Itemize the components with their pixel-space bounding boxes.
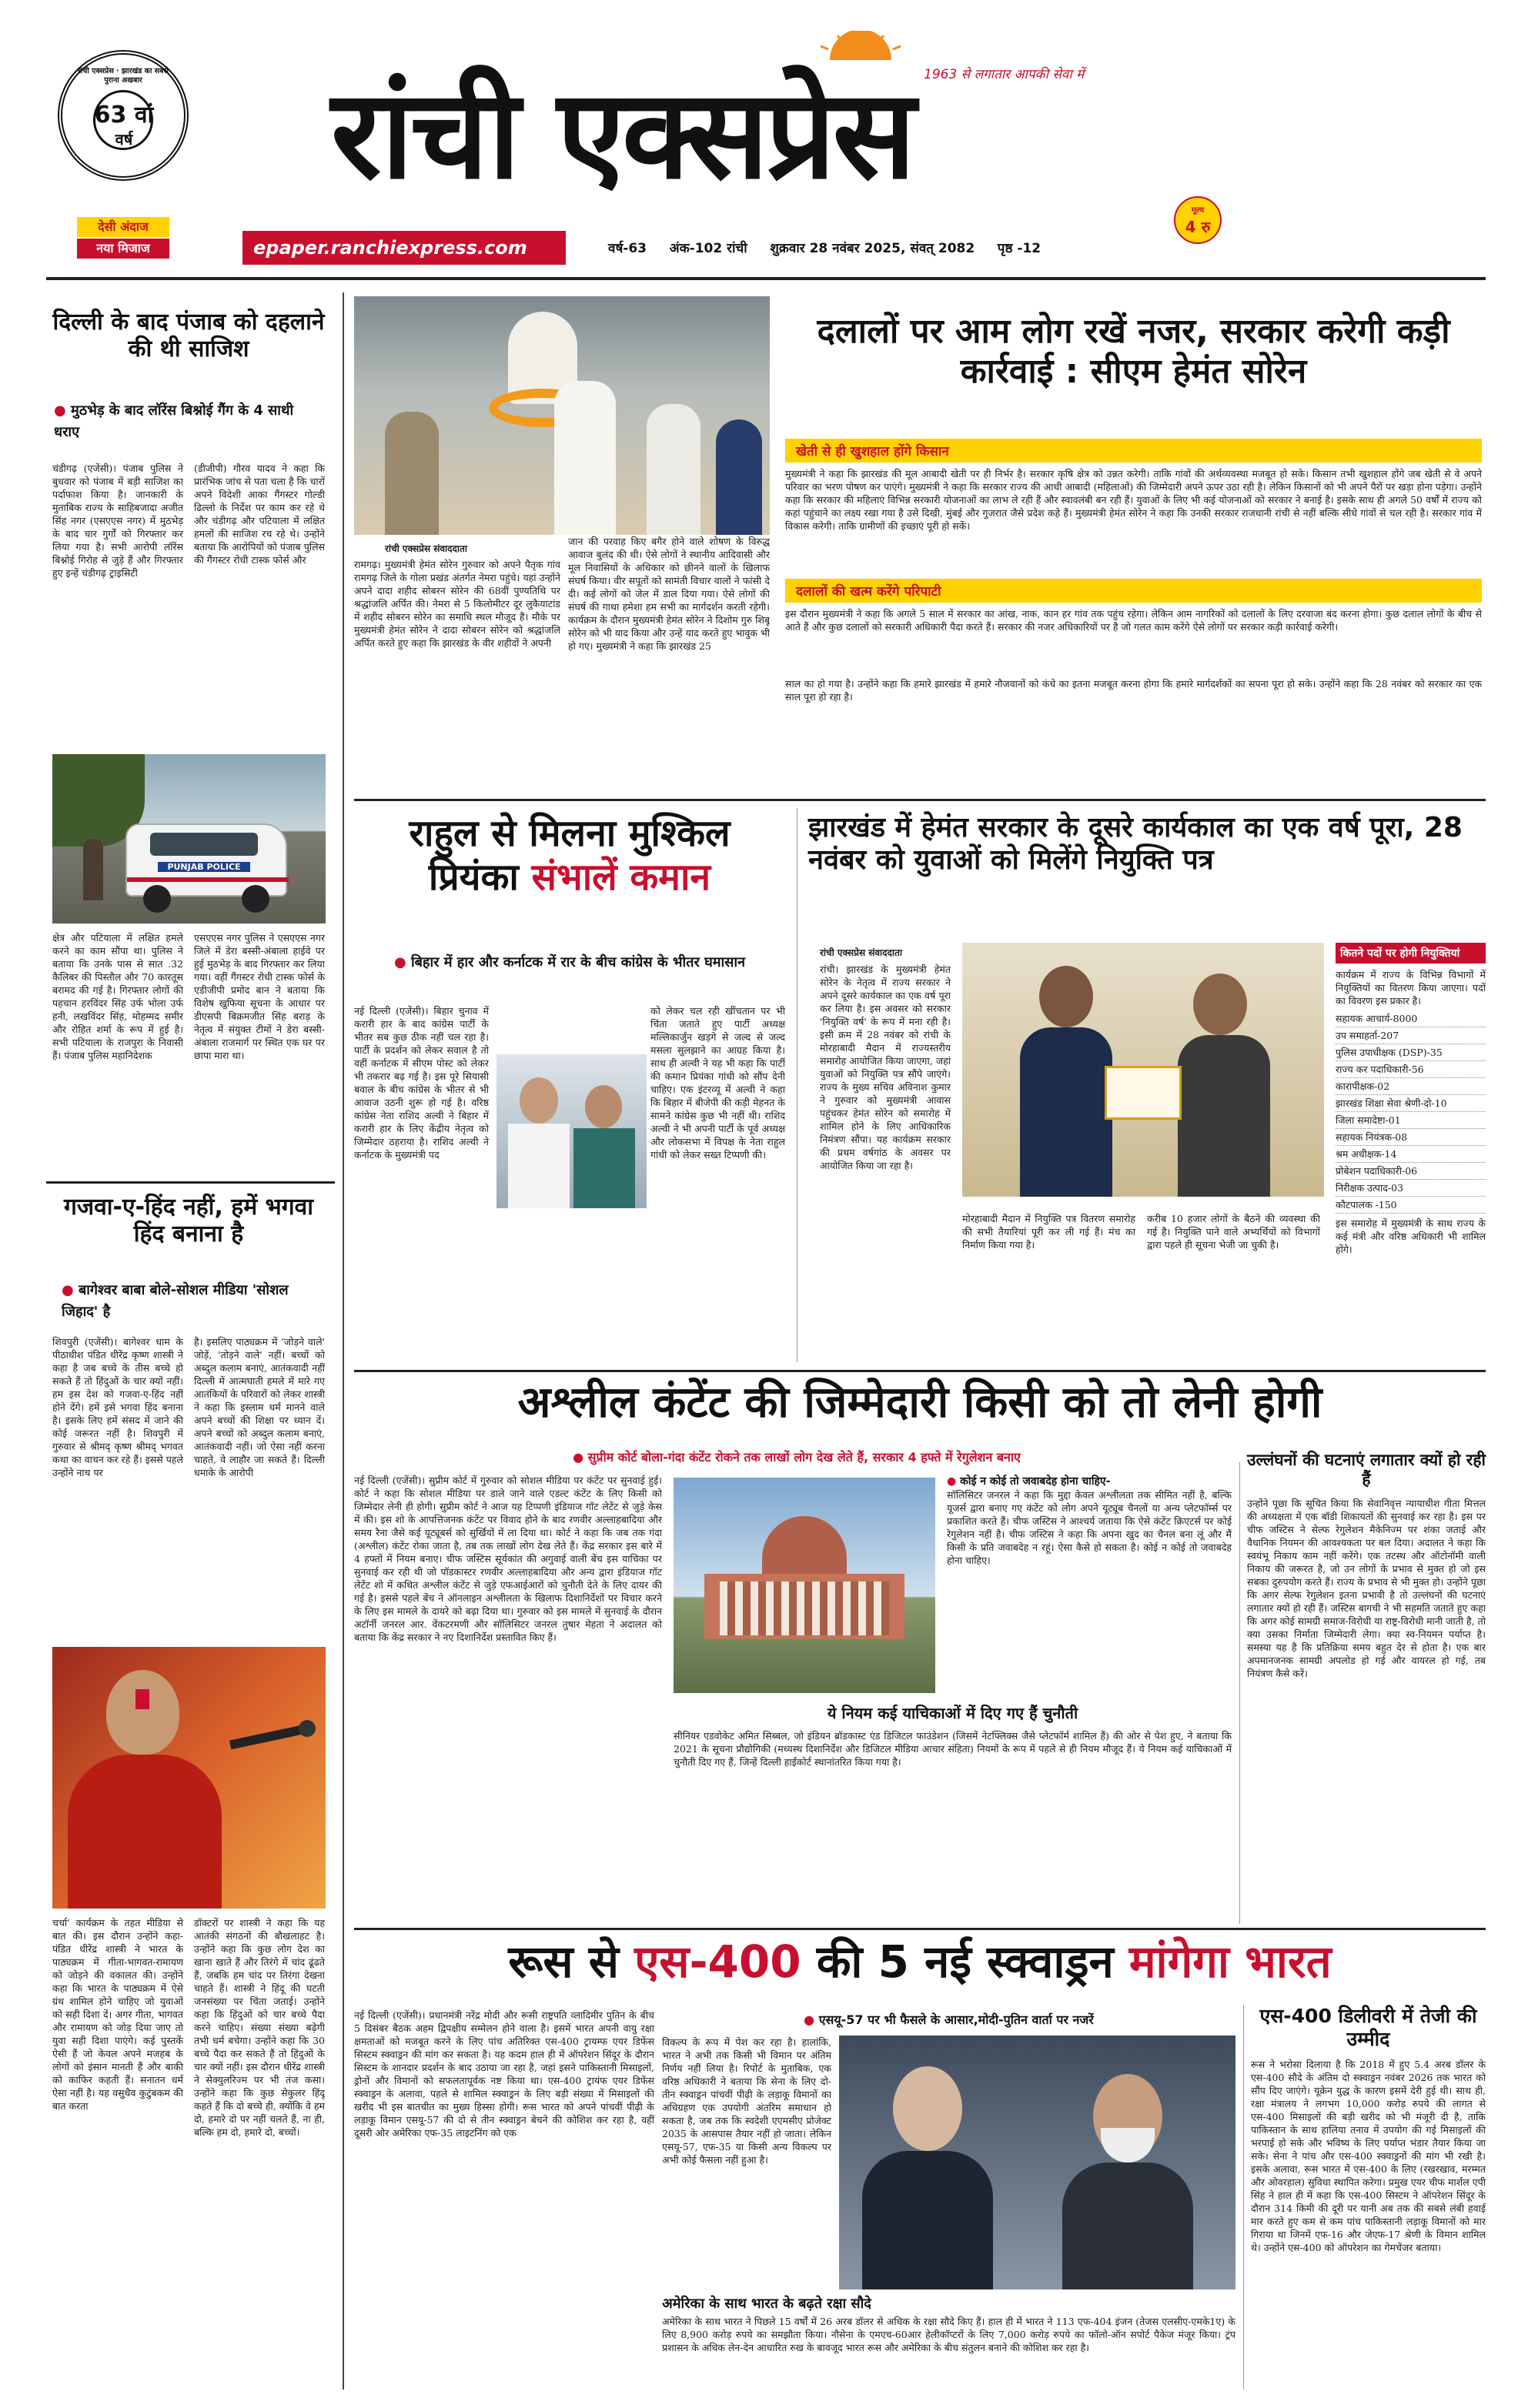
box-title: दलालों की खत्म करेंगे परिपाटी	[785, 579, 1482, 603]
person-left-head	[1039, 966, 1093, 1027]
invitation-card	[1105, 1066, 1182, 1120]
box-text: अमेरिका के साथ भारत ने पिछले 15 वर्षों में 26 अरब डॉलर से अधिक के रक्षा सौदे किए हैं। हाल ही में भारत ने 113 एफ-404 इंजन (तेजस एलसीए-एमके1ए) के लिए 8,900 करोड़ रुपये का समझौता किया। नौसेना के एमएच-60आर हेलीकॉप्टरों के लिए 7,000 करोड़ रुपये का फॉलो-ऑन सपोर्ट पैकेज मंजूर किया। ट्रंप प्रशासन के अधिक लेन-देन आधारित रुख के बावजूद भारत रूस और अमेरिका के बीच संतुलन बनाने की कोशिश कर रहा है।	[662, 2316, 1235, 2354]
headline-line-2	[354, 856, 785, 900]
sc-side-rule	[1239, 1462, 1240, 1924]
box-text: इस दौरान मुख्यमंत्री ने कहा कि अगले 5 साल में सरकार का आंख, नाक, कान हर गांव तक पहुंच रहेगा। लेकिन आम नागरिकों को दलालों के लिए दरवाजा बंद करना होगा। कुछ दलाल लोगों के बीच से आते हैं और कुछ दलालों को सरकारी अधिकारी पैदा करते हैं। सरकार की नजर अधिकारियों पर है जो गलत काम करेंगे ऐसे लोगों पर सरकार कड़ी कार्रवाई करेगी।	[785, 608, 1482, 633]
price-badge	[1174, 196, 1222, 244]
person-3	[716, 419, 762, 535]
post-item: निरीक्षक उत्पाद-03	[1336, 1180, 1486, 1197]
divider-top-story	[354, 799, 1486, 801]
headline: झारखंड में हेमंत सरकार के दूसरे कार्यकाल का एक वर्ष पूरा, 28 नवंबर को युवाओं को मिलेंगे नियुक्ति पत्र	[808, 812, 1463, 877]
left-divider-1	[46, 1181, 335, 1184]
invitation-photo	[962, 943, 1324, 1197]
person-putin-body	[862, 2151, 993, 2289]
russia-side-rule	[1243, 2005, 1244, 2390]
court-pillars	[720, 1581, 889, 1635]
post-item: श्रम अधीक्षक-14	[1336, 1146, 1486, 1163]
subheadline	[362, 1448, 1232, 1465]
subheadline-text: सुप्रीम कोर्ट बोला-गंदा कंटेंट रोकने तक लाखों लोग देख लेते हैं, सरकार 4 हफ्ते में रेगुलेशन बनाए	[587, 1450, 1021, 1465]
column-2: जान की परवाह किए बगैर होने वाले शोषण के विरुद्ध आवाज बुलंद की थी। ऐसे लोगों ने स्थानीय आदिवासी और मूल निवासियों के अधिकार को छीनने वालों के खिलाफ संघर्ष किया। वीर सपूतों को सामंती विचार वालों ने फांसी दे दी। कई लोगों को जेल में डाल दिया गया। ऐसे लोगों की संघर्ष की गाथा हमेशा हम सभी का मार्गदर्शन करती रहेगी। कार्यक्रम के दौरान मुख्यमंत्री हेमंत सोरेन ने दिशोम गुरु शिबू सोरेन को भी याद किया और उन्हें याद करते हुए भावुक भी हो गए। मुख्यमंत्री ने कहा कि झारखंड 25	[568, 536, 770, 652]
bullet-icon: ●	[62, 1282, 79, 1298]
subheadline-text: बागेश्वर बाबा बोले-सोशल मीडिया 'सोशल जिहाद' है	[62, 1282, 289, 1320]
anniversary-word: वर्ष	[115, 130, 133, 149]
side-box	[1247, 1451, 1486, 1920]
column-1: रामगढ़। मुख्यमंत्री हेमंत सोरेन गुरुवार को अपने पैतृक गांव रामगढ़ जिले के गोला प्रखंड अंतर्गत नेमरा पहुंचे। यहां उन्होंने अपने दादा शहीद सोबरन सोरेन की 68वीं पुण्यतिथि पर श्रद्धांजलि अर्पित की। नेमरा से 5 किलोमीटर दूर लुकैयाटांड में शहीद सोबरन सोरेन का समाधि स्थल मौजूद है। मौके पर मुख्यमंत्री हेमंत सोरेन ने दादा सोबरन सोरेन को श्रद्धांजलि अर्पित करते हुए कहा कि झारखंड के वीर शहीदों ने अपनी	[354, 559, 560, 649]
tribute-photo	[354, 296, 770, 535]
box-intro: कार्यक्रम में राज्य के विभिन्न विभागों में नियुक्तियों का वितरण किया जाएगा। पदों का विवरण इस प्रकार है।	[1336, 969, 1486, 1007]
box-footer: इस समारोह में मुख्यमंत्री के साथ राज्य के कई मंत्री और वरिष्ठ अधिकारी भी शामिल होंगे।	[1336, 1217, 1486, 1255]
post-item: जिला समादेष्टा-01	[1336, 1112, 1486, 1129]
price-value: 4 रु	[1185, 218, 1211, 236]
slogan-2: नया मिजाज	[77, 239, 169, 259]
rahul-story	[354, 812, 785, 1370]
anniversary-seal	[58, 50, 189, 181]
post-item: पुलिस उपाधीक्षक (DSP)-35	[1336, 1044, 1486, 1061]
person-priyanka-head	[585, 1085, 622, 1128]
bullet-text: सॉलिसिटर जनरल ने कहा कि मुद्दा केवल अश्लीलता तक सीमित नहीं है, बल्कि यूजर्स द्वारा बनाए गए कंटेंट को लोग अपने यूट्यूब चैनलों या अन्य प्लेटफॉर्म्स पर प्रकाशित करते हैं। चीफ जस्टिस ने आश्चर्य जताया कि ऐसे कंटेंट क्रिएटर्स पर कोई रेगुलेशन नहीं है। चीफ जस्टिस ने कहा कि अपना खुद का चैनल बना लूं और मैं किसी के प्रति जवाबदेह न रहूं। ऐसा कैसे हो सकता है। कोई न कोई तो जवाबदेह होना चाहिए।	[947, 1489, 1232, 1566]
price-label: मूल्य	[1191, 206, 1205, 215]
column-2: (डीजीपी) गौरव यादव ने कहा कि प्रारंभिक जांच से पता चला है कि चारों अपने विदेशी आका गैंगस्टर गोल्डी ढिल्लो के निर्देश पर काम कर रहे थे और चंडीगढ़ और पटियाला में लक्षित हमलों की साजिश रच रहे थे। उन्होंने बताया कि आरोपियों को पंजाब पुलिस की गैंगस्टर रोधी टास्क फोर्स और	[194, 463, 325, 566]
side-headline: उल्लंघनों की घटनाएं लगातार क्यों हो रही हैं	[1247, 1451, 1486, 1488]
column-2: मोरहाबादी मैदान में नियुक्ति पत्र वितरण समारोह की सभी तैयारियां पूरी कर ली गई हैं। मंच का निर्माण किया गया है।	[962, 1213, 1135, 1251]
left-column-rule	[343, 292, 344, 2390]
modi-putin-photo	[839, 2036, 1235, 2289]
person-modi-beard	[1101, 2128, 1155, 2163]
person-cm	[554, 381, 616, 535]
headline-red: संभालें कमान	[531, 855, 711, 899]
column-3: करीब 10 हजार लोगों के बैठने की व्यवस्था की गई है। नियुक्ति पाने वाले अभ्यर्थियों को विभागों द्वारा पहले ही सूचना भेजी जा चुकी है।	[1147, 1213, 1320, 1251]
bullet-title	[947, 1474, 1232, 1488]
column-1: रांची। झारखंड के मुख्यमंत्री हेमंत सोरेन के नेतृत्व में राज्य सरकार ने अपने दूसरे कार्यकाल का एक वर्ष पूरा कर लिया है। इस अवसर को सरकार 'नियुक्ति वर्ष' के रूप में मना रही है। इसी क्रम में 28 नवंबर को रांची के मोरहाबादी मैदान में राज्यस्तरीय समारोह आयोजित किया जाएगा, जहां युवाओं को नियुक्ति पत्र सौंपे जाएंगे। राज्य के मुख्य सचिव अविनाश कुमार ने गुरुवार को मुख्यमंत्री आवास पहुंचकर हेमंत सोरेन को समारोह में शामिल होने के लिए आधिकारिक निमंत्रण सौंपा। यह कार्यक्रम सरकार की प्रथम वर्षगांठ के अवसर पर आयोजित किया जा रहा है।	[820, 964, 951, 1171]
post-item: उप समाहर्ता-207	[1336, 1027, 1486, 1044]
bullet-icon: ●	[54, 402, 71, 419]
police-car-photo	[52, 754, 326, 923]
side-text: उन्होंने पूछा कि सूचित किया कि सेवानिवृत्त न्यायाधीश गीता मित्तल की अध्यक्षता में एक बॉडी शिकायतों की सुनवाई कर रहा है। इस पर चीफ जस्टिस ने सेल्फ रेगुलेशन मैकेनिज्म पर शंका जताई और वैधानिक नियमन की आवश्यकता पर बल दिया। अदालत ने कहा कि स्वयंभू निकाय काम नहीं करेंगे। एक तटस्थ और ऑटोनॉमी वाली निकाय की जरूरत है, जो उन लोगों के प्रभाव से मुक्त हो जो इस सबका दुरुपयोग करते हैं। राज्य के प्रभाव से भी मुक्त हो। उन्होंने पूछा कि अगर सेल्फ रेगुलेशन इतना प्रभावी है तो उल्लंघनों की घटनाएं लगातार क्यों हो रही हैं। जस्टिस बागची ने भी सहमति जताते हुए कहा कि अगर कोई सामग्री समाज-विरोधी या राष्ट्र-विरोधी मानी जाती है, तो क्या उसका निर्माता जिम्मेदारी लेगा। क्या स्व-नियमन पर्याप्त है। समस्या यह है कि प्रतिक्रिया समय बहुत देर से होता है। एक बार अपमानजनक सामग्री अपलोड हो गई और वायरल हो गई, तब नियंत्रण कैसे करें।	[1247, 1497, 1486, 1679]
post-item: सहायक नियंत्रक-08	[1336, 1129, 1486, 1146]
police-car	[125, 823, 287, 897]
box-farmers	[785, 439, 1482, 569]
person-putin-head	[893, 2066, 962, 2151]
headline: अश्लील कंटेंट की जिम्मेदारी किसी को तो लेनी होगी	[517, 1378, 1322, 1428]
headline-part-1: रूस से	[508, 1935, 619, 1988]
headline	[354, 1935, 1486, 1988]
subheadline-text: बिहार में हार और कर्नाटक में रार के बीच कांग्रेस के भीतर घमासान	[410, 954, 745, 970]
headline-black: प्रियंका	[428, 855, 519, 899]
person-right-head	[1193, 974, 1247, 1035]
bullet-title-text: कोई न कोई तो जवाबदेह होना चाहिए-	[960, 1475, 1111, 1488]
subheadline	[369, 952, 770, 974]
anniversary-number: 63 वां	[94, 102, 154, 129]
column-1: चंडीगढ़ (एजेंसी)। पंजाब पुलिस ने बुधवार को पंजाब में बड़ी साजिश का पर्दाफाश किया है। जानकारी के मुताबिक राज्य के साहिबजादा अजीत सिंह नगर (एसएएस नगर) में मुठभेड़ के बाद चार गुर्गों को गिरफ्तार कर लिया गया है। सभी आरोपी लॉरेंस बिश्नोई गिरोह से जुड़े हैं और गिरफ्तार हुए इन्हें चंडीगढ़ ट्राइसिटी	[52, 463, 183, 579]
column-1: नई दिल्ली (एजेंसी)। बिहार चुनाव में करारी हार के बाद कांग्रेस पार्टी के भीतर सब कुछ ठीक नहीं चल रहा है। पार्टी के प्रदर्शन को लेकर सवाल है तो वहीं कर्नाटक में सीएम पोस्ट को लेकर भी तकरार बढ़ गई है। इस पूरे सियासी बवाल के बीच कांग्रेस के भीतर से भी आवाज उठनी शुरू हो गई है। वरिष्ठ कांग्रेस नेता राशिद अल्वी ने बिहार में करारी हार के लिए केंद्रीय नेतृत्व को जिम्मेदार ठहराया है। राशिद अल्वी ने कर्नाटक के मुख्यमंत्री पद	[354, 1005, 489, 1161]
side-headline: एस-400 डिलीवरी में तेजी की उम्मीद	[1259, 2005, 1477, 2050]
russia-story	[354, 1935, 1486, 2393]
headline-part-4: मांगेगा भारत	[1128, 1935, 1332, 1988]
headline: दलालों पर आम लोग रखें नजर, सरकार करेगी कड़ी कार्रवाई : सीएम हेमंत सोरेन	[817, 312, 1450, 391]
caption-text: सीनियर एडवोकेट अमित सिब्बल, जो इंडियन ब्रॉडकास्ट एंड डिजिटल फाउंडेशन (जिसमें नेटफ्लिक्स जैसे प्लेटफॉर्म शामिल हैं) की ओर से पेश हुए, ने बताया कि 2021 के सूचना प्रौद्योगिकी (मध्यस्थ दिशानिर्देश और डिजिटल मीडिया आचार संहिता) नियमों के रूप में पहले से ही नियम मौजूद हैं। ये नियम कई याचिकाओं में चुनौती दिए गए हैं, जिन्हें दिल्ली हाईकोर्ट स्थानांतरित किया गया है।	[674, 1729, 1232, 1768]
masthead	[0, 0, 1528, 292]
jharkhand-story	[808, 812, 1486, 1370]
subheadline	[62, 1280, 323, 1323]
column-1: शिवपुरी (एजेंसी)। बागेश्वर धाम के पीठाधीश पंडित धीरेंद्र कृष्ण शास्त्री ने कहा है जब बच्चे के तीस बच्चे हो सकते हैं तो हिंदुओं के चार क्यों नहीं। हम इस देश को गजवा-ए-हिंद नहीं होने देंगे। हमें इसे भगवा हिंद बनाना है। इसके लिए हमें संसद में जाने की कोई जरूरत नहीं है। शिवपुरी में गुरुवार से श्रीमद् कृष्ण श्रीमद् भगवत कथा का वाचन कर रहे हैं। इससे पहले उन्होंने नाच पर	[52, 1336, 183, 1478]
mic-head	[299, 1720, 316, 1737]
post-item: राज्य कर पदाधिकारी-56	[1336, 1061, 1486, 1078]
rahul-priyanka-photo	[497, 1054, 647, 1208]
website-link[interactable]: epaper.ranchiexpress.com	[242, 231, 566, 265]
column-1: नई दिल्ली (एजेंसी)। प्रधानमंत्री नरेंद्र मोदी और रूसी राष्ट्रपति व्लादिमीर पुतिन के बीच 5 दिसंबर बैठक अहम द्विपक्षीय सम्मेलन होने वाला है। इसमें भारत अपनी वायु रक्षा क्षमताओं को मजबूत करने के लिए पांच अतिरिक्त एस-400 ट्रायम्फ एयर डिफेंस सिस्टम स्क्वाड्रन की मांग कर सकता है। यह कदम हाल ही में ऑपरेशन सिंदूर के दौरान सिस्टम के शानदार प्रदर्शन के बाद उठाया जा रहा है, जहां इसने पाकिस्तानी मिसाइलों, ड्रोनों और विमानों को सफलतापूर्वक नष्ट किया था। एस-400 ट्रायंफ एयर डिफेंस स्क्वाड्रन के अलावा, पहले से शामिल स्क्वाड्रन के लिए बड़ी संख्या में मिसाइलों की खरीद भी इस बातचीत का मुख्य हिस्सा होगी। रूस भारत को अपने पांचवीं पीढ़ी के लड़ाकू विमान एसयू-57 की दो से तीन स्क्वाड्रन बेचने की कोशिश कर रहा है, वहीं दूसरी ओर अमेरिका एफ-35 लाइटनिंग को एक	[354, 2009, 654, 2139]
post-item: कौटपालक -150	[1336, 1197, 1486, 1214]
column-3: क्षेत्र और पटियाला में लक्षित हमले करने का काम सौंपा था। पुलिस ने बताया कि उनके पास से सात .32 कैलिबर की पिस्तौल और 70 कारतूस बरामद की गई है। गिरफ्तार लोगों की पहचान हरविंदर सिंह उर्फ भोला उर्फ हनी, लखविंदर सिंह, मोहम्मद समीर और रोहित शर्मा के रूप में हुई है। सभी पटियाला के राजपुरा के निवासी हैं। पंजाब पुलिस महानिदेशक	[52, 932, 183, 1061]
tilak-mark	[135, 1689, 149, 1709]
bageshwar-photo	[52, 1647, 326, 1909]
column-2: को लेकर चल रही खींचतान पर भी चिंता जताते हुए पार्टी अध्यक्ष मल्लिकार्जुन खड़गे से जल्द से जल्द मसला सुलझाने का आग्रह किया है। साथ ही अल्वी ने यह भी कहा कि पार्टी की कमान प्रियंका गांधी को सौंप देनी चाहिए। एक इंटरव्यू में अल्वी ने कहा कि बिहार में बीजेपी की कड़ी मेहनत के सामने कांग्रेस कुछ भी नहीं थी। राशिद अल्वी ने भी अपनी पार्टी के पूर्व अध्यक्ष और लोकसभा में विपक्ष के नेता राहुल गांधी को लेकर सख्त टिप्पणी की।	[650, 1005, 785, 1161]
post-item: प्रोबेशन पदाधिकारी-06	[1336, 1163, 1486, 1180]
caption-box	[674, 1705, 1232, 1920]
sun-logo	[814, 31, 907, 62]
person-rahul-body	[508, 1124, 570, 1208]
person-left-body	[1020, 1027, 1112, 1197]
box-text: मुख्यमंत्री ने कहा कि झारखंड की मूल आबादी खेती पर ही निर्भर है। सरकार कृषि क्षेत्र को उन्नत करेगी। ताकि गांवों की अर्थव्यवस्था मजबूत हो सके। किसान तभी खुशहाल होंगे जब खेती से वे अपने परिवार का भरण पोषण कर पाएंगे। मुख्यमंत्री ने कहा कि सरकार राज्य की आधी आबादी (महिलाओं) की जिम्मेदारी अपने ऊपर उठा रही है। लेकिन किसानों को भी अपने पैरों पर खड़ा होना पड़ेगा। उन्होंने कहा कि सरकार की महिलाएं विभिन्न सरकारी योजनाओं का लाभ ले रही हैं और स्वावलंबी बन रही हैं। युवाओं के लिए भी कई योजनाओं को सरकार ने बनाई है। इसके साथ ही अगले 50 वर्षों में राज्य को कहां पहुंचाने का लक्ष्य रखा गया है उसे दिखी, मुंबई और गुजरात जैसे प्रदेश कहे हैं। मुख्यमंत्री हेमंत सोरेन ने कहा कि उनकी सरकार राजधानी रांची से नहीं बल्कि सीधे गांवों से चल रही है। सरकार गांव में विकास करेगी। ताकि ग्रामीणों की इच्छाएं पूरी हो सकें।	[785, 468, 1482, 532]
masthead-rule	[46, 277, 1486, 280]
column-2: है। इसलिए पाठ्यक्रम में 'जोड़ने वाले' जोड़ें, 'तोड़ने वाले' नहीं। बच्चों को अब्दुल कलाम बनाएं, आतंकवादी नहीं दिल्ली में आत्मघाती हमले में मारे गए आतंकियों के परिवारों को लेकर शास्त्री ने कहा कि इस्लाम धर्म मानने वाले अपने बच्चों की शिक्षा पर ध्यान दें। अपने बच्चों को अब्दुल कलाम बनाएं, आतंकवादी नहीं। जो ऐसा नहीं करना चाहते, वे लाहौर जा सकते हैं। दिल्ली धमाके के आरोपी	[194, 1336, 325, 1478]
byline: रांची एक्सप्रेस संवाददाता	[385, 543, 467, 554]
headline: दिल्ली के बाद पंजाब को दहलाने की थी साजिश	[52, 309, 325, 363]
person-right-body	[1178, 1035, 1270, 1197]
post-item: झारखंड शिक्षा सेवा श्रेणी-दो-10	[1336, 1095, 1486, 1112]
sc-story	[354, 1378, 1486, 1928]
supreme-court-photo	[674, 1478, 935, 1693]
left-story-punjab	[46, 304, 331, 1174]
bullet-icon: ●	[804, 2012, 819, 2027]
bottom-text: साल का हो गया है। उन्होंने कहा कि हमारे झारखंड में हमारे नौजवानों को कंधे का इतना मजबूत करना होगा कि हमारे मार्गदर्शकों का सपना पूरा हो सके। उन्होंने कहा कि 28 नवंबर को सरकार का एक साल पूरा हो रहा है।	[785, 678, 1482, 703]
headline-part-2: एस-400	[634, 1935, 801, 1988]
post-item: कारापीक्षक-02	[1336, 1078, 1486, 1095]
headline-part-3: की 5 नई स्क्वाड्रन	[816, 1935, 1114, 1988]
posts-list	[1336, 1010, 1486, 1214]
bullet-point	[947, 1474, 1232, 1705]
column-3: चर्चा' कार्यक्रम के तहत मीडिया से बात की। इस दौरान उन्होंने कहा- पंडित धीरेंद्र शास्त्री ने भारत के पाठ्यक्रम में गीता-भागवत-रामायण को जोड़ने की वकालत की। उन्होंने कहा कि भारत के पाठ्यक्रम में ऐसे ग्रंथ शामिल होने चाहिए जो युवाओं को सही दिशा दें। अगर गीता, भागवत और रामायण को जोड़ दिया जाए तो युवा सही दिशा पाएंगे। कई पुस्तकें ऐसी हैं जो केवल अपने मजहब के लोगों को इंसान मानती हैं और बाकी को काफिर कहती हैं। सनातन धर्म ऐसा नहीं है। यह वसुधैव कुटुंबकम की बात करता	[52, 1917, 183, 2112]
bullet-icon: ●	[394, 954, 411, 970]
defense-deals-box	[662, 2296, 1235, 2392]
court-dome	[762, 1516, 847, 1578]
box-title: कितने पदों पर होगी नियुक्तियां	[1336, 943, 1486, 964]
wheel-right	[242, 885, 269, 913]
caption-title: ये नियम कई याचिकाओं में दिए गए हैं चुनौती	[827, 1704, 1078, 1722]
masthead-tagline: 1963 से लगातार आपकी सेवा में	[924, 67, 1085, 82]
subheadline-text: एसयू-57 पर भी फैसले के आसार,मोदी-पुतिन वार्ता पर नजरें	[818, 2012, 1094, 2027]
wheel-left	[143, 885, 171, 913]
box-title: खेती से ही खुशहाल होंगे किसान	[785, 439, 1482, 463]
subheadline	[662, 2011, 1235, 2028]
issue-meta	[608, 239, 1193, 256]
person-head	[106, 1670, 179, 1755]
box-title: अमेरिका के साथ भारत के बढ़ते रक्षा सौदे	[662, 2296, 871, 2312]
posts-box	[1336, 943, 1486, 1362]
left-story-bageshwar	[46, 1189, 331, 2390]
side-box	[1251, 2005, 1486, 2393]
headline-line-1: राहुल से मिलना मुश्किल	[409, 812, 731, 855]
byline: रांची एक्सप्रेस संवाददाता	[820, 947, 902, 958]
divider-sc	[354, 1928, 1486, 1930]
top-story	[354, 292, 1486, 800]
subheadline-text: मुठभेड़ के बाद लॉरेंस बिश्नोई गैंग के 4 साथी धराए	[54, 402, 294, 440]
divider-middle	[354, 1370, 1486, 1372]
person-rahul-head	[520, 1077, 558, 1124]
volume: वर्ष-63	[608, 241, 647, 256]
column-2: विकल्प के रूप में पेश कर रहा है। हालांकि, भारत ने अभी तक किसी भी विमान पर अंतिम निर्णय नहीं लिया है। रिपोर्ट के मुताबिक, एक वरिष्ठ अधिकारी ने बताया कि सेना के लिए दो-तीन स्क्वाड्रन पांचवीं पीढ़ी के लड़ाकू विमानों का अधिग्रहण एक उपयोगी अंतरिम समाधान हो सकता है, जब तक कि स्वदेशी एएमसीए प्रोजेक्ट 2035 के आसपास तैयार नहीं हो जाता। लेकिन एसयू-57, एफ-35 या किसी अन्य विकल्प पर अभी कोई फैसला नहीं हुआ है।	[662, 2036, 831, 2166]
car-window	[150, 833, 258, 856]
slogan-1: देसी अंदाज	[77, 217, 169, 237]
issue-date: शुक्रवार 28 नवंबर 2025, संवत् 2082	[770, 241, 975, 256]
column-4: डॉक्टरों पर शास्त्री ने कहा कि यह आतंकी संगठनों की बौखलाहट है। उन्होंने कहा कि कुछ लोग देश का खाना खाते हैं और तिरंगे में चांद ढूंढते हैं, जबकि हम चांद पर तिरंगा देखना चाहते हैं। शास्त्री ने हिंदू की घटती जनसंख्या पर चिंता जताई। उन्होंने कहा कि हिंदुओं को चार बच्चे पैदा करने चाहिए। संख्या संख्या बढ़ेगी तभी धर्म बचेगा। उन्होंने कहा कि 30 बच्चे पैदा कर सकते हैं तो हिंदुओं के चार क्यों नहीं। इस दौरान धीरेंद्र शास्त्री ने सेक्युलरिज्म पर भी तंज कसा। उन्होंने कहा कि कुछ सेकुलर हिंदू कहते हैं कि दो बच्चे ही, क्योंकि वे हम दो, हमारे दो पर नहीं चलते हैं, ना ही, बल्कि हम दो, हमारे दो, बच्चों।	[194, 1917, 325, 2138]
policeman	[83, 839, 103, 900]
headline: गजवा-ए-हिंद नहीं, हमें भगवा हिंद बनाना है	[63, 1194, 314, 1248]
subheadline	[54, 400, 323, 443]
page-count: पृष्ठ -12	[997, 241, 1042, 256]
masthead-title: रांची एक्सप्रेस	[331, 62, 913, 206]
person-4	[385, 412, 439, 535]
car-stripe	[127, 877, 289, 882]
person-body	[68, 1755, 222, 1909]
car-label: PUNJAB POLICE	[158, 862, 250, 872]
person-modi-body	[1062, 2163, 1193, 2289]
seal-ring-text: रांची एक्सप्रेस · झारखंड का सबसे पुराना अखबार	[77, 67, 169, 85]
bullet-icon: ●	[947, 1475, 961, 1488]
person-priyanka-body	[573, 1128, 635, 1208]
column-1: नई दिल्ली (एजेंसी)। सुप्रीम कोर्ट में गुरुवार को सोशल मीडिया पर कंटेंट पर सुनवाई हुई। कोर्ट ने कहा कि सोशल मीडिया पर डाले जाने वाले एडल्ट कंटेंट के लिए किसी को जिम्मेदार लेनी ही होगी। सुप्रीम कोर्ट ने आज यह टिप्पणी इंडियाज गॉट लेटेंट से जुड़े केस में की। इस शो के आपत्तिजनक कंटेंट पर विवाद होने के बाद रणवीर अल्लाहबादिया और समय रैना जैसे कई यूट्यूबर्स को सुर्खियों में ला दिया था। कोर्ट ने कहा कि जब तक गंदा (अश्लील) कंटेंट रोका जाता है, तब तक लाखों लोग देख लेते हैं। केंद्र सरकार इस बारे में 4 हफ्तों में नियम बनाए। चीफ जस्टिस सूर्यकांत की अगुवाई वाली बेंच इस याचिका पर सुनवाई कर रही थी जो पॉडकास्टर रणवीर अल्लाहबादिया और अन्य द्वारा इंडियाज गॉट लेटेंट शो में कथित अश्लील कंटेंट से जुड़े एफआईआरों को चुनौती देते के लिए दायर की गई है। इससे पहले बेंच ने ऑनलाइन अश्लीलता के खिलाफ दिशानिर्देशों पर विचार करने के लिए इस मामले के दायरे को बढ़ा दिया था। गुरुवार को इस मामले में सुनवाई के दौरान अटॉर्नी जनरल आर. वेंकटरमणी और सॉलिसिटर जनरल तुषार मेहता ने अदालत को बताया कि केंद्र सरकार ने नए दिशानिर्देश प्रस्तावित किए हैं।	[354, 1475, 662, 1643]
person-2	[647, 404, 700, 535]
box-brokers	[785, 579, 1482, 667]
bullet-icon: ●	[573, 1450, 588, 1465]
column-4: एसएएस नगर पुलिस ने एसएएस नगर जिले में डेरा बस्सी-अंबाला हाईवे पर हुई मुठभेड़ के बाद गिरफ्तार कर लिया गया। वहीं गैंगस्टर रोधी टास्क फोर्स के एडीजीपी प्रमोद बान ने बताया कि विशेष खुफिया सूचना के आधार पर डीएसपी बिक्रमजीत सिंह बराड़ के नेतृत्व में संयुक्त टीमों ने डेरा बस्सी-अंबाला राजमार्ग पर स्थित एक घर पर छापा मारा था।	[194, 932, 325, 1061]
side-text: रूस ने भरोसा दिलाया है कि 2018 में हुए 5.4 अरब डॉलर के एस-400 सौदे के अंतिम दो स्क्वाड्रन नवंबर 2026 तक भारत को सौंप दिए जाएंगे। यूक्रेन युद्ध के कारण इसमें देरी हुई थी। साथ ही, रक्षा मंत्रालय ने लगभग 10,000 करोड़ रुपये की लागत से एस-400 मिसाइलों की बड़ी खरीद को भी मंजूरी दी है, ताकि पाकिस्तान के साथ हालिया तनाव में उपयोग की गई मिसाइलों की भरपाई हो सके और भविष्य के लिए पर्याप्त भंडार तैयार किया जा सके। सेना ने पांच और एस-400 स्क्वाड्रनों की मांग भी रखी है। इसके अलावा, रूस भारत में एस-400 के लिए (रखरखाव, मरम्मत और ओवरहाल) सुविधा स्थापित करेगा। प्रमुख एयर चीफ मार्शल एपी सिंह ने हाल ही में कहा कि एस-400 सिस्टम ने ऑपरेशन सिंदूर के दौरान 314 किमी की दूरी पर यानी अब तक की सबसे लंबी हवाई मार करते हुए कम से कम पांच पाकिस्तानी लड़ाकू विमानों को मार गिराया था जिनमें एफ-16 और जेएफ-17 श्रेणी के विमान शामिल थे। उन्होंने एस-400 को ऑपरेशन का गेमचेंजर बताया।	[1251, 2059, 1486, 2253]
post-item: सहायक आचार्य-8000	[1336, 1010, 1486, 1027]
issue-number: अंक-102 रांची	[669, 241, 747, 256]
